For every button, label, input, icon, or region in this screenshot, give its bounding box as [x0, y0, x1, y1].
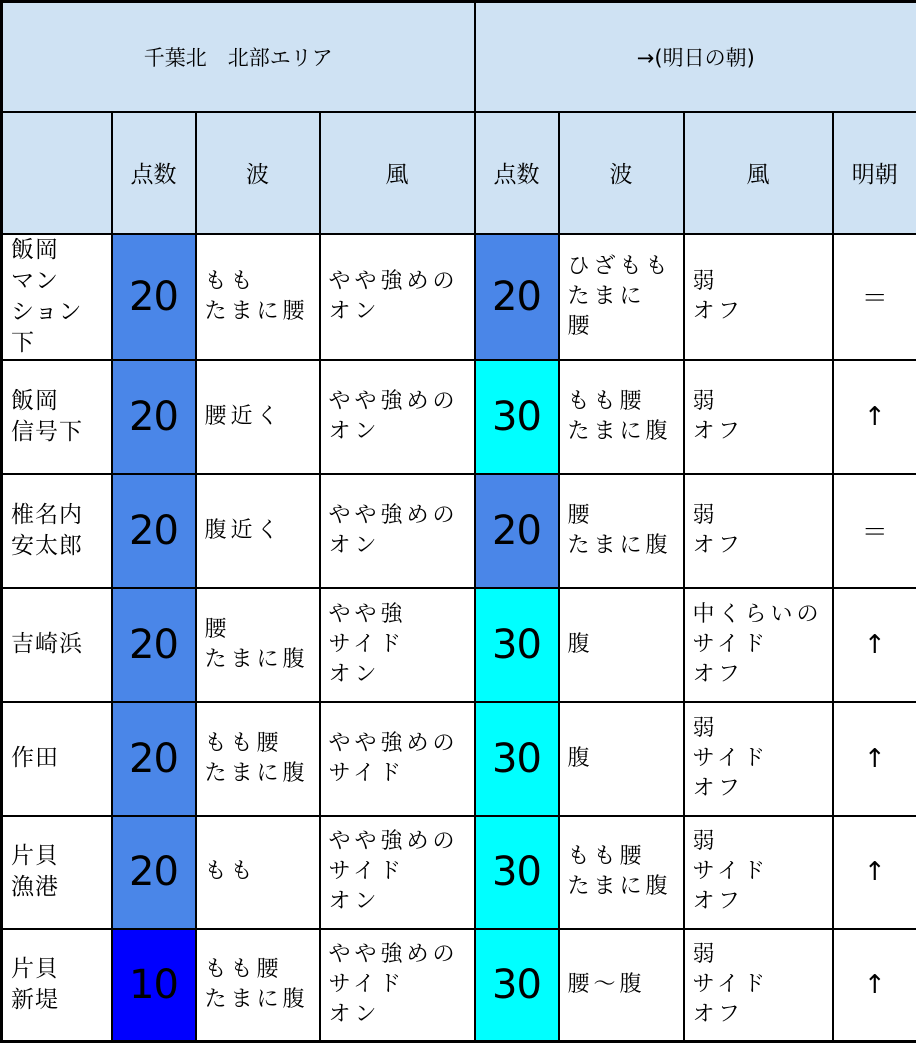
trend-indicator: ↑	[833, 360, 916, 474]
tomorrow-wind: 弱 サイド オフ	[684, 929, 833, 1042]
tomorrow-wind-column-header: 風	[684, 112, 833, 234]
today-score: 20	[112, 588, 196, 702]
tomorrow-wave: 腹	[559, 702, 684, 816]
table-row	[2, 816, 916, 929]
tomorrow-score-column-header: 点数	[475, 112, 559, 234]
today-wind: やや強 サイド オン	[320, 588, 475, 702]
table-row	[2, 702, 916, 816]
trend-indicator: ＝	[833, 234, 916, 360]
table-row	[2, 474, 916, 588]
title-row	[2, 2, 916, 112]
today-wind: やや強めの サイド	[320, 702, 475, 816]
today-score: 20	[112, 360, 196, 474]
today-score: 10	[112, 929, 196, 1042]
tomorrow-score: 30	[475, 360, 559, 474]
today-wind: やや強めの オン	[320, 360, 475, 474]
trend-indicator: ↑	[833, 702, 916, 816]
today-wave: もも	[196, 816, 320, 929]
today-wave: 腹近く	[196, 474, 320, 588]
today-wave: 腰 たまに腹	[196, 588, 320, 702]
table-row	[2, 929, 916, 1042]
spot-name: 椎名内 安太郎	[2, 474, 112, 588]
forecast-title: →(明日の朝)	[475, 2, 916, 112]
today-wave: もも腰 たまに腹	[196, 702, 320, 816]
today-wave: 腰近く	[196, 360, 320, 474]
tomorrow-wave-column-header: 波	[559, 112, 684, 234]
tomorrow-wave: もも腰 たまに腹	[559, 360, 684, 474]
spot-name: 吉崎浜	[2, 588, 112, 702]
spot-name: 飯岡 信号下	[2, 360, 112, 474]
today-score: 20	[112, 702, 196, 816]
today-wind: やや強めの オン	[320, 234, 475, 360]
tomorrow-wave: 腹	[559, 588, 684, 702]
table-row	[2, 588, 916, 702]
wave-column-header: 波	[196, 112, 320, 234]
tomorrow-wind: 弱 オフ	[684, 474, 833, 588]
tomorrow-wave: ひざもも たまに 腰	[559, 234, 684, 360]
tomorrow-wind: 弱 オフ	[684, 360, 833, 474]
trend-indicator: ↑	[833, 816, 916, 929]
spot-name: 作田	[2, 702, 112, 816]
today-wave: もも たまに腰	[196, 234, 320, 360]
trend-indicator: ↑	[833, 588, 916, 702]
tomorrow-wave: 腰〜腹	[559, 929, 684, 1042]
trend-indicator: ↑	[833, 929, 916, 1042]
tomorrow-wind: 中くらいの サイド オフ	[684, 588, 833, 702]
table-row	[2, 360, 916, 474]
spot-column-header	[2, 112, 112, 234]
area-title: 千葉北 北部エリア	[2, 2, 475, 112]
tomorrow-score: 30	[475, 929, 559, 1042]
tomorrow-score: 30	[475, 588, 559, 702]
tomorrow-wind: 弱 サイド オフ	[684, 702, 833, 816]
today-wave: もも腰 たまに腹	[196, 929, 320, 1042]
tomorrow-wind: 弱 オフ	[684, 234, 833, 360]
tomorrow-score: 30	[475, 702, 559, 816]
spot-name: 片貝 新堤	[2, 929, 112, 1042]
tomorrow-wind: 弱 サイド オフ	[684, 816, 833, 929]
today-wind: やや強めの サイド オン	[320, 929, 475, 1042]
tomorrow-wave: 腰 たまに腹	[559, 474, 684, 588]
spot-name: 片貝 漁港	[2, 816, 112, 929]
today-score: 20	[112, 816, 196, 929]
tomorrow-score: 30	[475, 816, 559, 929]
wind-column-header: 風	[320, 112, 475, 234]
today-wind: やや強めの オン	[320, 474, 475, 588]
today-wind: やや強めの サイド オン	[320, 816, 475, 929]
trend-indicator: ＝	[833, 474, 916, 588]
column-header-row	[2, 112, 916, 234]
today-score: 20	[112, 474, 196, 588]
today-score: 20	[112, 234, 196, 360]
tomorrow-wave: もも腰 たまに腹	[559, 816, 684, 929]
tomorrow-score: 20	[475, 474, 559, 588]
table-row	[2, 234, 916, 360]
tomorrow-score: 20	[475, 234, 559, 360]
trend-column-header: 明朝	[833, 112, 916, 234]
score-column-header: 点数	[112, 112, 196, 234]
spot-name: 飯岡 マン ション 下	[2, 234, 112, 360]
